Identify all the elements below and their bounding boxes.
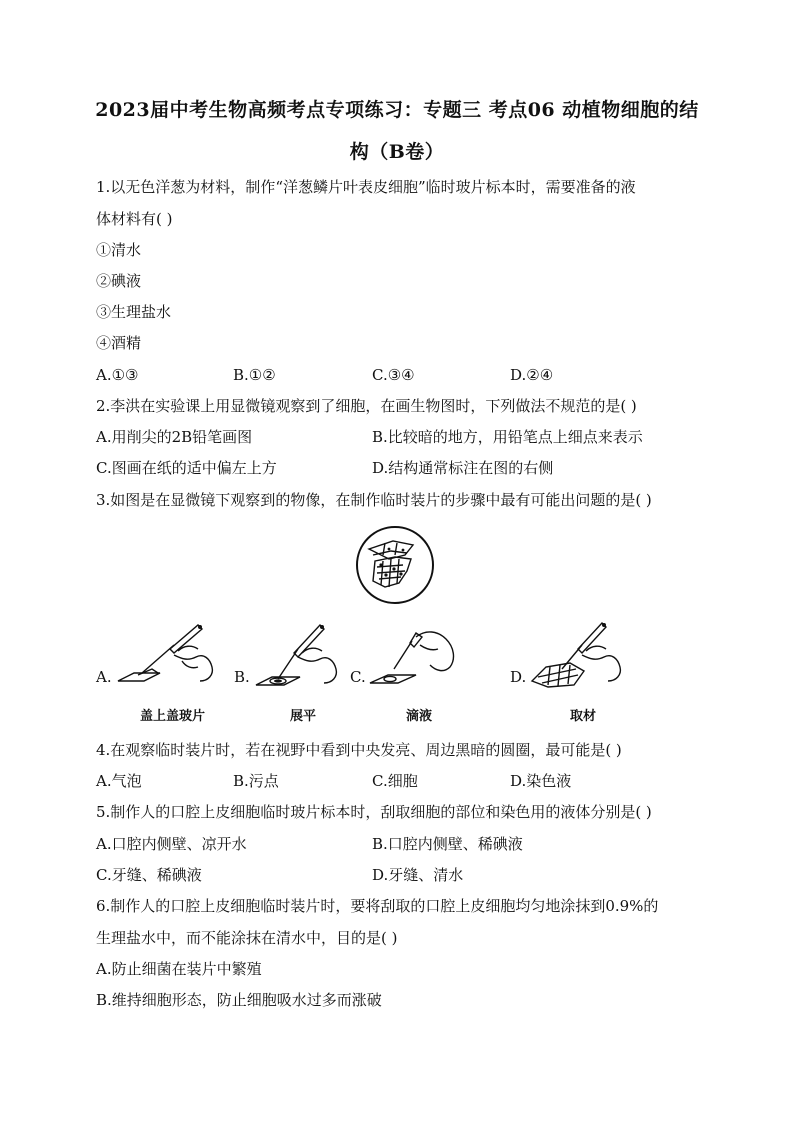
question-1-stem-1: 1.以无色洋葱为材料，制作“洋葱鳞片叶表皮细胞”临时玻片标本时，需要准备的液 [96,178,636,196]
question-1-option-a: A.①③ [96,366,139,384]
question-1-item-1: ①清水 [96,241,142,259]
question-2-option-d: D.结构通常标注在图的右侧 [372,459,554,477]
question-6-option-a: A.防止细菌在装片中繁殖 [96,960,262,978]
step-a-caption: 盖上盖玻片 [140,709,206,724]
question-1-option-b: B.①② [233,366,276,384]
question-5-option-d: D.牙缝、清水 [372,866,464,884]
question-4-option-a: A.气泡 [96,772,142,790]
page-title-line-1: 2023届中考生物高频考点专项练习：专题三 考点06 动植物细胞的结 [95,99,699,121]
step-b-letter: B. [234,668,250,686]
question-5-stem: 5.制作人的口腔上皮细胞临时玻片标本时，刮取细胞的部位和染色用的液体分别是( ) [96,803,652,821]
step-b-drawing [250,615,350,695]
question-4-option-b: B.污点 [233,772,279,790]
question-5-option-a: A.口腔内侧壁、凉开水 [96,835,247,853]
step-c-caption: 滴液 [406,709,433,724]
question-2-option-a: A.用削尖的2B铅笔画图 [96,428,253,446]
question-1-option-c: C.③④ [372,366,415,384]
question-5-option-c: C.牙缝、稀碘液 [96,866,202,884]
question-1-item-2: ②碘液 [96,272,142,290]
step-d-letter: D. [510,668,527,686]
step-d-caption: 取材 [570,709,597,724]
question-2-option-b: B.比较暗的地方，用铅笔点上细点来表示 [372,428,643,446]
question-1-item-4: ④酒精 [96,334,142,352]
step-d-drawing [526,615,636,695]
question-3-stem: 3.如图是在显微镜下观察到的物像，在制作临时装片的步骤中最有可能出问题的是( ) [96,491,652,509]
question-6-option-b: B.维持细胞形态，防止细胞吸水过多而涨破 [96,991,382,1009]
page-title-line-2: 构（B卷） [349,141,445,163]
question-2-stem: 2.李洪在实验课上用显微镜观察到了细胞，在画生物图时，下列做法不规范的是( ) [96,397,637,415]
step-a-letter: A. [96,668,112,686]
question-6-stem-1: 6.制作人的口腔上皮细胞临时装片时，要将刮取的口腔上皮细胞均匀地涂抹到0.9%的 [96,897,659,915]
question-4-option-c: C.细胞 [372,772,418,790]
question-6-stem-2: 生理盐水中，而不能涂抹在清水中，目的是( ) [96,929,398,947]
question-4-option-d: D.染色液 [510,772,572,790]
question-1-item-3: ③生理盐水 [96,303,172,321]
question-1-option-d: D.②④ [510,366,554,384]
step-c-drawing [366,615,466,695]
question-4-stem: 4.在观察临时装片时，若在视野中看到中央发亮、周边黑暗的圆圈，最可能是( ) [96,741,622,759]
question-5-option-b: B.口腔内侧壁、稀碘液 [372,835,523,853]
question-1-stem-2: 体材料有( ) [96,210,173,228]
step-a-drawing [112,615,222,695]
step-c-letter: C. [350,668,366,686]
microscope-field-figure [355,525,435,605]
step-b-caption: 展平 [290,709,317,724]
question-2-option-c: C.图画在纸的适中偏左上方 [96,459,277,477]
